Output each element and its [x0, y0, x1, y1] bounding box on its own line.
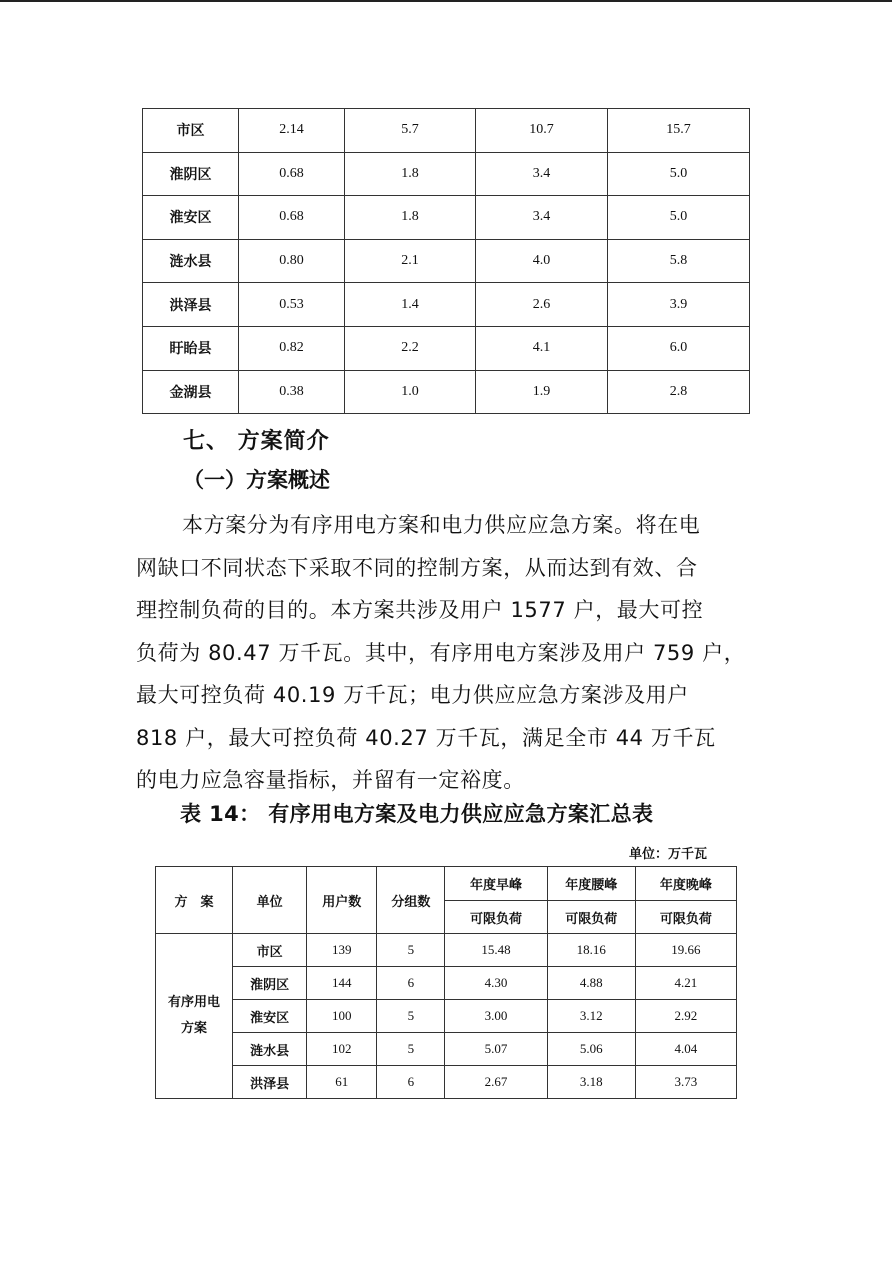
value-cell: 5.0: [608, 152, 750, 196]
value-cell: 2.8: [608, 370, 750, 414]
table-row: [143, 283, 750, 327]
table-row: [156, 1000, 737, 1033]
header-limit-load: 可限负荷: [547, 901, 635, 934]
value-cell: 4.04: [635, 1033, 736, 1066]
value-cell: 6.0: [608, 326, 750, 370]
value-cell: 102: [307, 1033, 377, 1066]
paragraph-line: 网缺口不同状态下采取不同的控制方案，从而达到有效、合: [136, 555, 698, 580]
table-caption: 表 14： 有序用电方案及电力供应应急方案汇总表: [180, 802, 654, 826]
value-cell: 3.18: [547, 1066, 635, 1099]
value-cell: 5.06: [547, 1033, 635, 1066]
value-cell: 5.0: [608, 196, 750, 240]
table-row: [143, 370, 750, 414]
value-cell: 3.00: [445, 1000, 547, 1033]
scheme-group-label-line: 有序用电: [168, 995, 221, 1010]
table-row: [156, 1033, 737, 1066]
value-cell: 6: [377, 967, 445, 1000]
region-cell: 市区: [233, 934, 307, 967]
value-cell: 6: [377, 1066, 445, 1099]
region-cell: 洪泽县: [143, 283, 239, 327]
header-groups: 分组数: [377, 867, 445, 934]
table-row: [143, 109, 750, 153]
paragraph-line: 的电力应急容量指标，并留有一定裕度。: [136, 768, 525, 792]
value-cell: 10.7: [476, 109, 608, 153]
value-cell: 0.82: [239, 326, 345, 370]
section-heading: 七、 方案简介: [183, 429, 330, 454]
value-cell: 0.68: [239, 196, 345, 240]
value-cell: 3.4: [476, 196, 608, 240]
value-cell: 0.80: [239, 239, 345, 283]
overview-paragraph: [136, 504, 756, 802]
paragraph-line: 最大可控负荷 40.19 万千瓦；电力供应应急方案涉及用户: [136, 683, 689, 707]
value-cell: 3.12: [547, 1000, 635, 1033]
value-cell: 15.48: [445, 934, 547, 967]
value-cell: 19.66: [635, 934, 736, 967]
header-limit-load: 可限负荷: [635, 901, 736, 934]
table-row: [143, 196, 750, 240]
value-cell: 15.7: [608, 109, 750, 153]
value-cell: 2.2: [345, 326, 476, 370]
region-cell: 盱眙县: [143, 326, 239, 370]
paragraph-line: 负荷为 80.47 万千瓦。其中，有序用电方案涉及用户 759 户，: [136, 640, 746, 665]
header-users: 用户数: [307, 867, 377, 934]
region-cell: 淮阴区: [233, 967, 307, 1000]
value-cell: 3.4: [476, 152, 608, 196]
header-evening-peak: 年度晚峰: [635, 867, 736, 901]
region-cell: 涟水县: [143, 239, 239, 283]
paragraph-line: 理控制负荷的目的。本方案共涉及用户 1577 户，最大可控: [136, 598, 704, 622]
region-cell: 市区: [143, 109, 239, 153]
value-cell: 5: [377, 1000, 445, 1033]
value-cell: 5: [377, 934, 445, 967]
value-cell: 1.8: [345, 196, 476, 240]
value-cell: 2.1: [345, 239, 476, 283]
value-cell: 1.4: [345, 283, 476, 327]
value-cell: 5.8: [608, 239, 750, 283]
value-cell: 2.14: [239, 109, 345, 153]
region-cell: 金湖县: [143, 370, 239, 414]
continued-load-table: [142, 108, 750, 414]
table-unit-note: 单位：万千瓦: [629, 847, 708, 862]
region-cell: 涟水县: [233, 1033, 307, 1066]
table-row: [143, 326, 750, 370]
subsection-heading: （一）方案概述: [183, 468, 330, 492]
table-row: [156, 967, 737, 1000]
paragraph-line: 818 户，最大可控负荷 40.27 万千瓦，满足全市 44 万千瓦: [136, 725, 716, 750]
value-cell: 0.38: [239, 370, 345, 414]
paragraph-line: 本方案分为有序用电方案和电力供应应急方案。将在电: [182, 513, 701, 537]
header-unit: 单位: [233, 867, 307, 934]
value-cell: 0.68: [239, 152, 345, 196]
value-cell: 139: [307, 934, 377, 967]
value-cell: 2.67: [445, 1066, 547, 1099]
value-cell: 18.16: [547, 934, 635, 967]
value-cell: 3.9: [608, 283, 750, 327]
value-cell: 2.6: [476, 283, 608, 327]
value-cell: 5.7: [345, 109, 476, 153]
value-cell: 4.30: [445, 967, 547, 1000]
table-row: [156, 1066, 737, 1099]
table-row: [143, 239, 750, 283]
value-cell: 3.73: [635, 1066, 736, 1099]
value-cell: 1.8: [345, 152, 476, 196]
header-limit-load: 可限负荷: [445, 901, 547, 934]
value-cell: 1.0: [345, 370, 476, 414]
header-scheme: 方 案: [156, 867, 233, 934]
value-cell: 4.0: [476, 239, 608, 283]
region-cell: 淮安区: [143, 196, 239, 240]
value-cell: 4.21: [635, 967, 736, 1000]
value-cell: 100: [307, 1000, 377, 1033]
table-row: [143, 152, 750, 196]
header-waist-peak: 年度腰峰: [547, 867, 635, 901]
value-cell: 1.9: [476, 370, 608, 414]
scheme-group-label: [156, 934, 233, 1099]
value-cell: 4.1: [476, 326, 608, 370]
region-cell: 淮安区: [233, 1000, 307, 1033]
page-top-border: [0, 0, 892, 2]
value-cell: 2.92: [635, 1000, 736, 1033]
summary-table: [155, 866, 737, 1099]
value-cell: 61: [307, 1066, 377, 1099]
value-cell: 144: [307, 967, 377, 1000]
value-cell: 5: [377, 1033, 445, 1066]
value-cell: 4.88: [547, 967, 635, 1000]
value-cell: 5.07: [445, 1033, 547, 1066]
region-cell: 洪泽县: [233, 1066, 307, 1099]
scheme-group-label-line: 方案: [181, 1021, 208, 1036]
region-cell: 淮阴区: [143, 152, 239, 196]
value-cell: 0.53: [239, 283, 345, 327]
header-morning-peak: 年度早峰: [445, 867, 547, 901]
table-row: [156, 934, 737, 967]
